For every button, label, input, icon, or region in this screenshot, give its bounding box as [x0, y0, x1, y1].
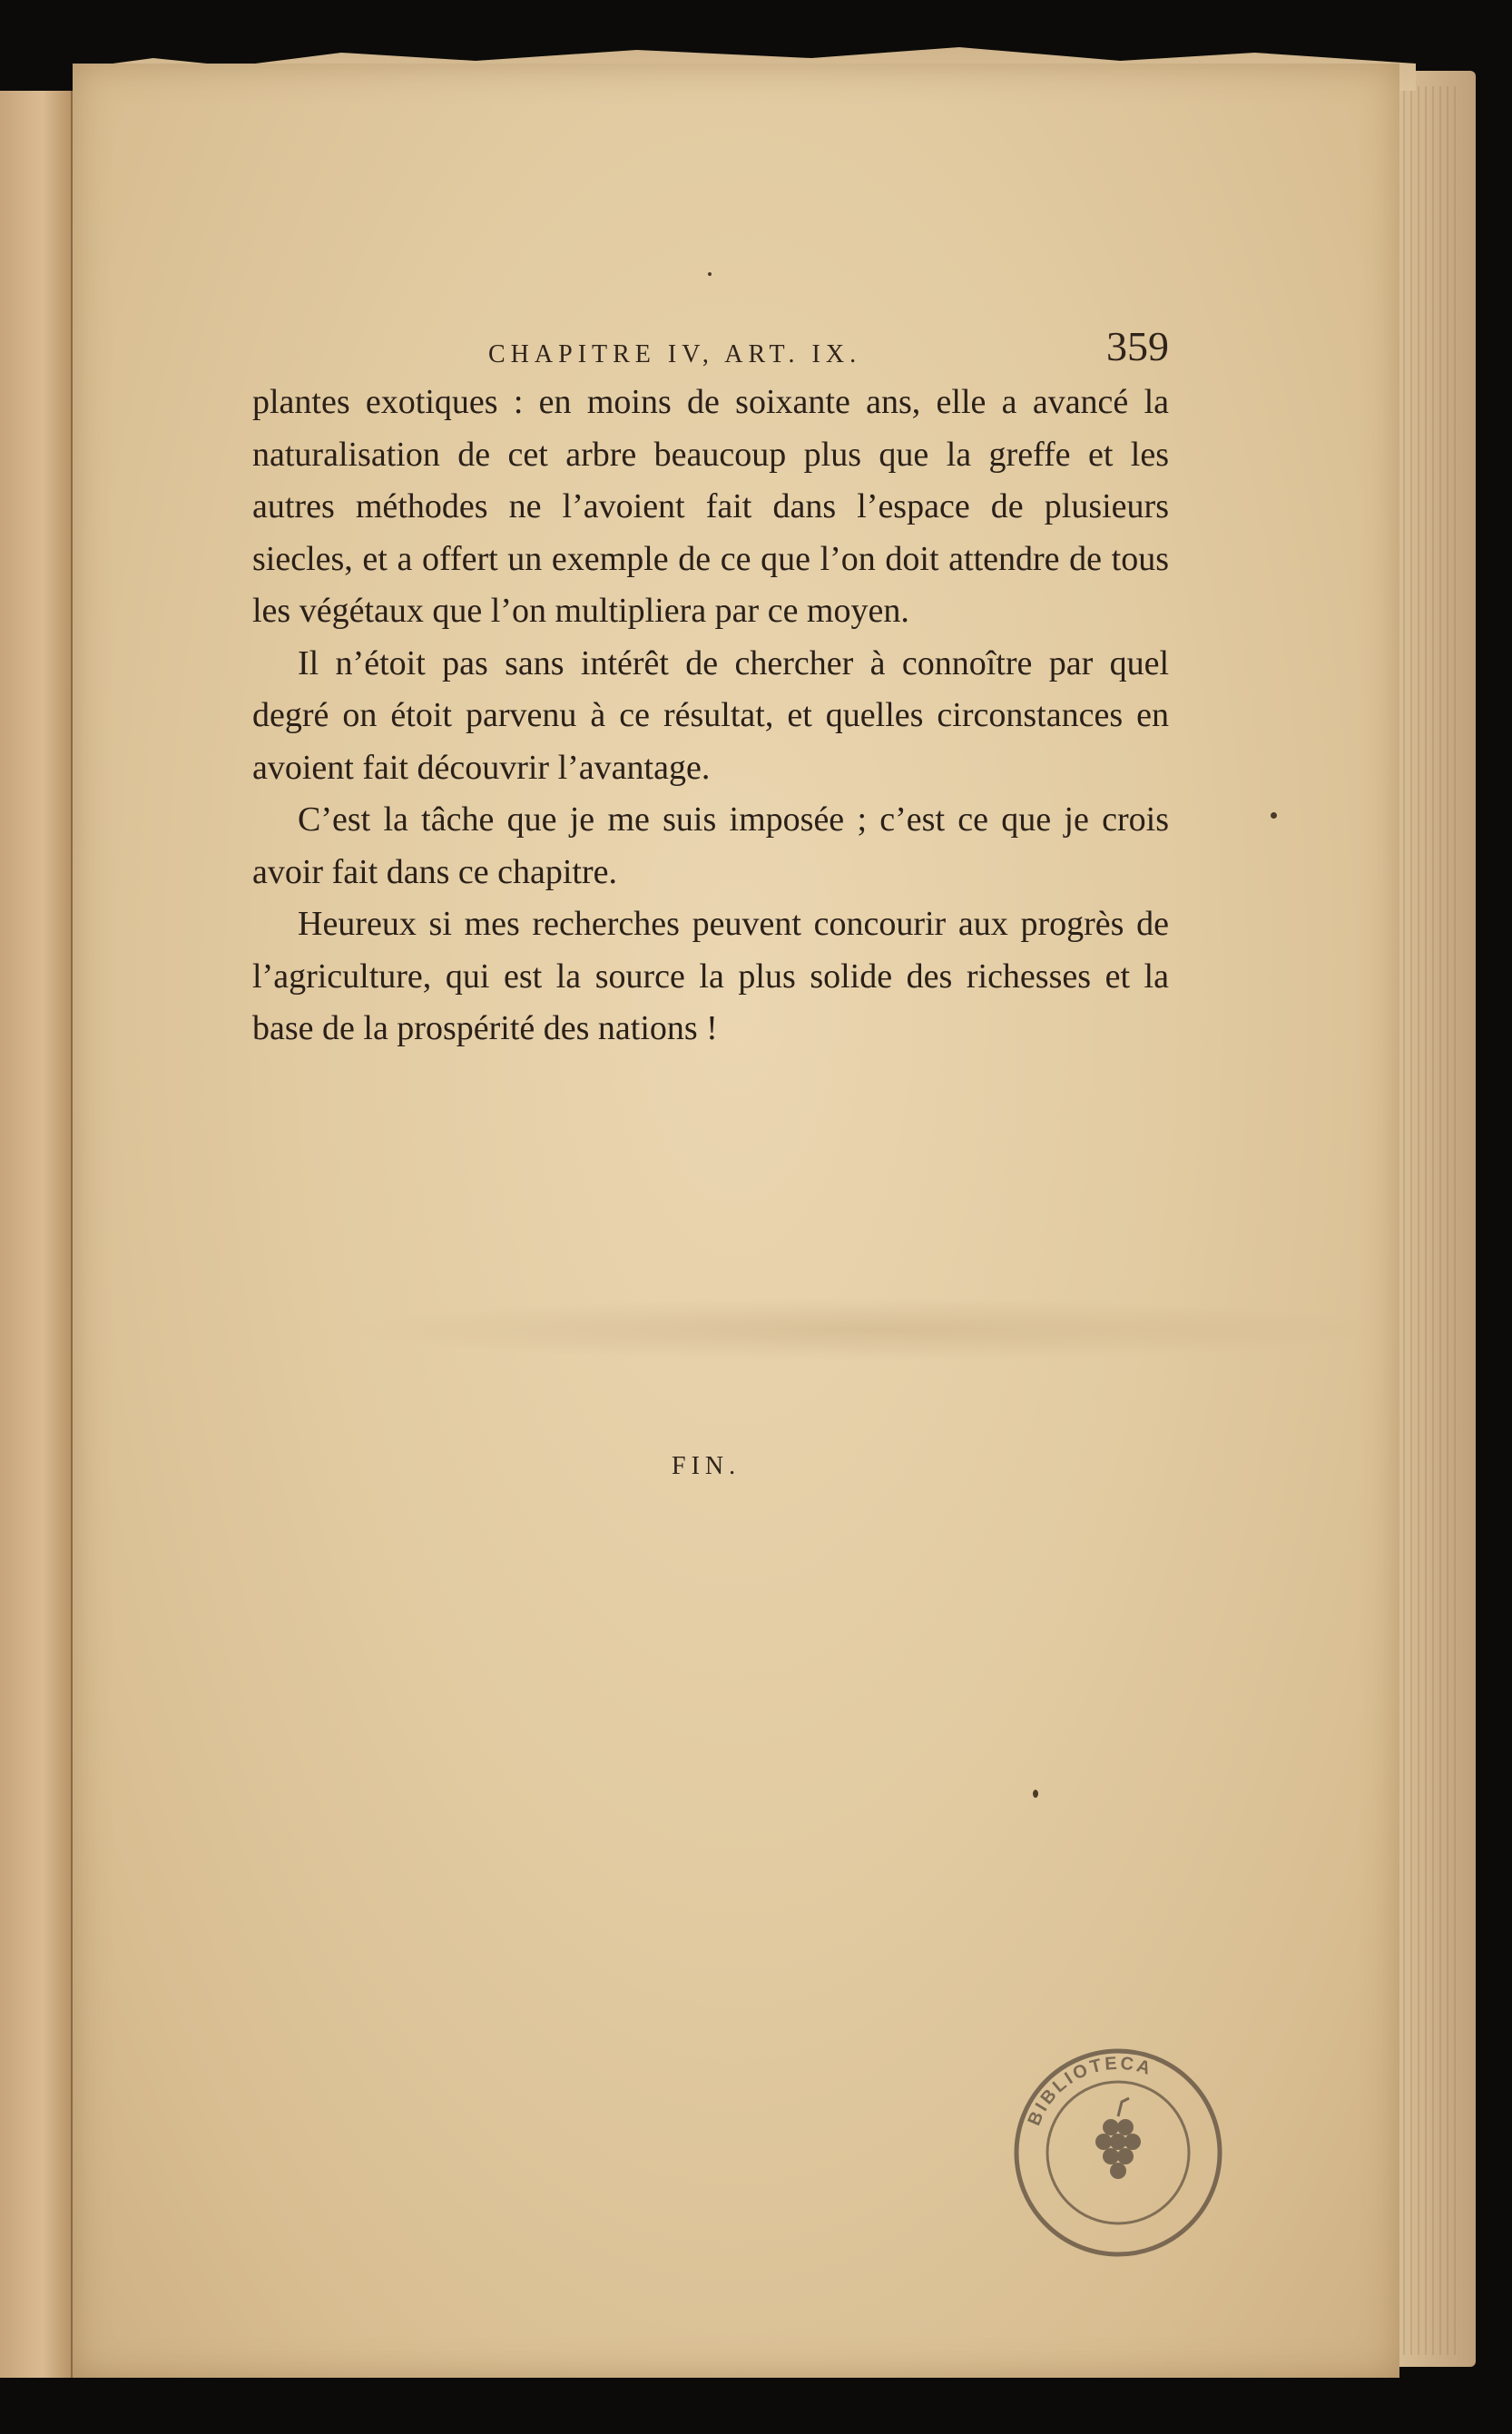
page-text-block	[252, 322, 1169, 1055]
library-stamp-seal	[1009, 2044, 1227, 2262]
end-mark: FIN.	[672, 1452, 741, 1480]
page-edges-texture	[1389, 86, 1461, 2355]
stamp-grape-emblem-icon	[1095, 2098, 1141, 2179]
left-facing-page-edge	[0, 91, 74, 2378]
paragraph-4: Heureux si mes recherches peuvent concourir aux progrès de l’agriculture, qui est la source la plus solide des richesses et la base de la prospérité des nations !	[252, 905, 1169, 1047]
paragraph-3: C’est la tâche que je me suis imposée ; c’est ce que je crois avoir fait dans ce chapitre.	[252, 800, 1169, 891]
paragraph-1: plantes exotiques : en moins de soixante ans, elle a avancé la naturalisation de cet arbre beaucoup plus que la greffe et les autres méthodes ne l’avoient fait dans l’espace de plusieurs siecles, et a offert un exemple de ce que l’on doit attendre de tous les végétaux que l’on multipliera par ce moyen.	[252, 383, 1169, 630]
stamp-ring-text: BIBLIOTECA	[1024, 2053, 1156, 2129]
running-head	[252, 322, 1169, 377]
paragraph-2: Il n’étoit pas sans intérêt de chercher à connoître par quel degré on étoit parvenu à ce résultat, et quelles circonstances en avoient fait découvrir l’avantage.	[252, 643, 1169, 787]
page-fold-shadow	[345, 1298, 1389, 1361]
paper-speck	[1033, 1790, 1038, 1798]
running-head-title: CHAPITRE IV, ART. IX.	[488, 340, 862, 368]
page-number: 359	[1106, 323, 1169, 369]
svg-text:BIBLIOTECA	[1024, 2054, 1155, 2129]
paper-speck	[708, 272, 712, 276]
paper-speck	[1271, 812, 1277, 819]
